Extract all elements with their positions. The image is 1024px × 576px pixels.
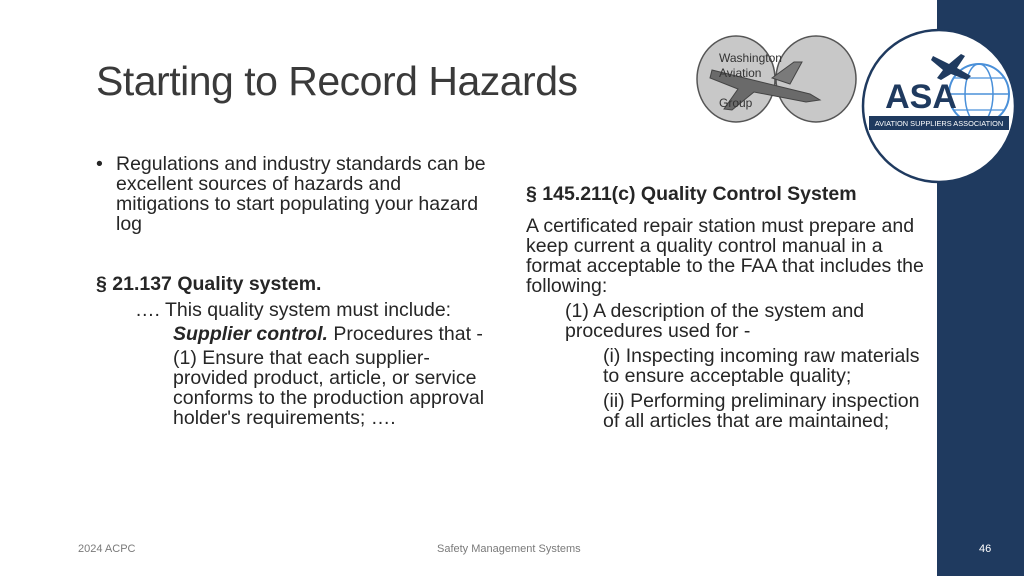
supplier-label: Supplier control. — [173, 323, 328, 345]
footer-left: 2024 ACPC — [78, 543, 136, 555]
supplier-control — [173, 324, 496, 344]
slide-title: Starting to Record Hazards — [96, 58, 578, 104]
bullet-item — [96, 154, 496, 234]
asa-abbr: ASA — [885, 78, 957, 116]
item-ii: (ii) Performing preliminary inspection of all articles that are maintained; — [603, 390, 920, 432]
item-i: (i) Inspecting incoming raw materials to ensure acceptable quality; — [603, 345, 920, 387]
logo-line1: Washington — [719, 51, 782, 65]
right-paragraph: A certificated repair station must prepare and keep current a quality control manual in a format acceptable to the FAA that includes the following: — [526, 215, 924, 297]
footer-center: Safety Management Systems — [437, 543, 581, 555]
section-21-137: § 21.137 Quality system. — [96, 273, 322, 295]
bullet-dot: • — [96, 153, 103, 175]
supplier-text: Procedures that - — [327, 323, 483, 345]
washington-aviation-group-logo — [694, 34, 862, 126]
logo-line3: Group — [719, 96, 753, 110]
right-column — [526, 184, 931, 431]
item-1-left: (1) Ensure that each supplier-provided product, article, or service conforms to the production approval holder's requirements; …. — [173, 347, 485, 429]
left-column — [96, 154, 496, 428]
asa-logo — [861, 28, 1017, 184]
quality-intro: …. This quality system must include: — [135, 299, 452, 321]
section-145-211: § 145.211(c) Quality Control System — [526, 183, 857, 205]
asa-fullname: AVIATION SUPPLIERS ASSOCIATION — [874, 119, 1004, 128]
item-1-right: (1) A description of the system and procedures used for - — [565, 300, 865, 342]
bullet-text: Regulations and industry standards can be excellent sources of hazards and mitigations to start populating your hazard log — [116, 153, 486, 235]
logo-line2: Aviation — [719, 66, 762, 80]
page-number: 46 — [979, 543, 992, 555]
